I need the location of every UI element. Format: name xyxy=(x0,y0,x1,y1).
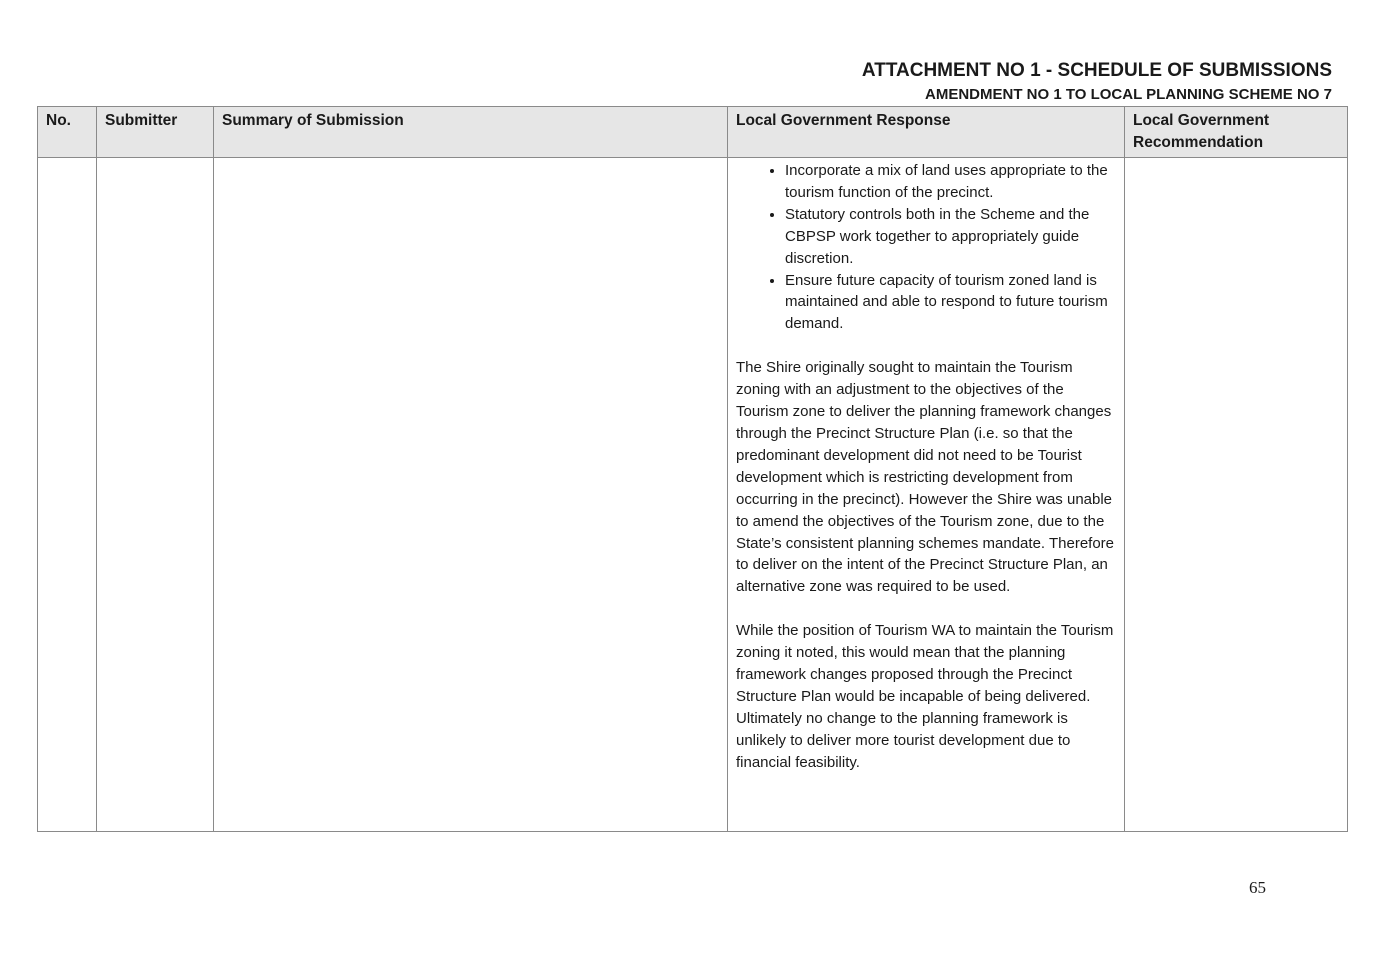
submissions-table xyxy=(37,106,1348,832)
response-bullet-list xyxy=(736,160,1116,335)
attachment-title: ATTACHMENT NO 1 - SCHEDULE OF SUBMISSIONS xyxy=(861,60,1332,81)
cell-no xyxy=(38,158,97,832)
column-header-recommendation: Local Government Recommendation xyxy=(1125,107,1348,158)
cell-recommendation xyxy=(1125,158,1348,832)
cell-summary xyxy=(214,158,728,832)
column-header-summary: Summary of Submission xyxy=(214,107,728,158)
response-bullet: • Ensure future capacity of tourism zoned land is maintained and able to respond to future tourism demand. xyxy=(785,270,1116,336)
cell-response xyxy=(728,158,1125,832)
table-header-row xyxy=(38,107,1348,158)
column-header-response: Local Government Response xyxy=(728,107,1125,158)
response-paragraph: While the position of Tourism WA to maintain the Tourism zoning it noted, this would mean that the planning framework changes proposed through the Precinct Structure Plan would be incapable of being delivered. Ultimately no change to the planning framework is unlikely to deliver more tourist development due to financial feasibility. xyxy=(736,622,1114,771)
amendment-subtitle: AMENDMENT NO 1 TO LOCAL PLANNING SCHEME NO 7 xyxy=(925,86,1332,103)
response-text xyxy=(736,160,1116,774)
response-bullet: • Statutory controls both in the Scheme and the CBPSP work together to appropriately guide discretion. xyxy=(785,204,1116,270)
cell-submitter xyxy=(97,158,214,832)
table-row xyxy=(38,158,1348,832)
response-bullet: • Incorporate a mix of land uses appropriate to the tourism function of the precinct. xyxy=(785,160,1116,204)
response-paragraph: The Shire originally sought to maintain the Tourism zoning with an adjustment to the objectives of the Tourism zone to deliver the planning framework changes through the Precinct Structure Plan (i.e. so that the predominant development did not need to be Tourist development which is restricting development from occurring in the precinct). However the Shire was unable to amend the objectives of the Tourism zone, due to the State’s consistent planning schemes mandate. Therefore to deliver on the intent of the Precinct Structure Plan, an alternative zone was required to be used. xyxy=(736,359,1115,596)
column-header-submitter: Submitter xyxy=(97,107,214,158)
column-header-no: No. xyxy=(38,107,97,158)
page-number: 65 xyxy=(1249,878,1266,897)
